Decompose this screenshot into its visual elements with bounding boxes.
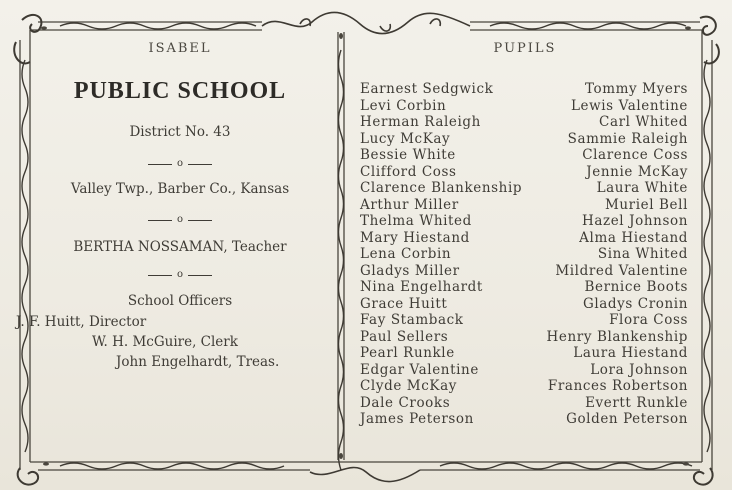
pupil-name: Laura Hiestand [573, 345, 688, 361]
officer-treasurer: John Engelhardt, Treas. [116, 354, 280, 370]
pupil-name: Thelma Whited [360, 213, 472, 229]
pupil-name: Levi Corbin [360, 97, 447, 114]
pupil-name: Clifford Coss [360, 163, 457, 180]
pupil-name: Clarence Coss [582, 147, 688, 163]
divider-ornament: o [148, 215, 212, 225]
pupil-name: Lena Corbin [360, 246, 452, 262]
pupil-name: Laura White [596, 180, 688, 196]
pupil-name: Henry Blankenship [546, 328, 688, 345]
town-name: ISABEL [148, 41, 212, 56]
pupil-name: Jennie McKay [586, 163, 688, 180]
teacher-name: BERTHA NOSSAMAN, Teacher [73, 239, 287, 255]
pupil-name: Muriel Bell [604, 196, 688, 213]
pupil-name: Lucy McKay [360, 130, 451, 147]
officer-director: J. F. Huitt, Director [16, 314, 147, 330]
pupil-name: Alma Hiestand [579, 229, 688, 246]
pupil-name: Carl Whited [599, 114, 688, 130]
pupil-name: Lora Johnson [590, 361, 688, 378]
pupils-column-right [508, 81, 688, 428]
pupil-name: Dale Crooks [360, 394, 451, 411]
district-number: District No. 43 [129, 124, 231, 140]
pupil-name: Clyde McKay [360, 378, 457, 394]
pupil-name: Arthur Miller [360, 196, 459, 213]
pupil-name: Golden Peterson [566, 411, 688, 427]
school-title: PUBLIC SCHOOL [73, 78, 287, 104]
pupil-name: Gladys Cronin [582, 295, 688, 312]
pupil-name: Earnest Sedgwick [360, 81, 494, 97]
pupil-name: Paul Sellers [360, 328, 449, 345]
officer-clerk: W. H. McGuire, Clerk [92, 334, 238, 350]
pupils-panel [352, 30, 698, 460]
pupil-name: Lewis Valentine [570, 97, 688, 114]
divider-ornament: o [148, 159, 212, 169]
pupil-name: Grace Huitt [360, 295, 448, 312]
pupil-name: Flora Coss [609, 312, 688, 328]
pupil-name: Pearl Runkle [360, 345, 455, 361]
officers-heading: School Officers [127, 293, 233, 309]
pupils-heading: PUPILS [493, 41, 557, 56]
pupil-name: Mildred Valentine [555, 262, 688, 279]
pupil-name: Frances Robertson [547, 378, 688, 394]
pupil-name: Bernice Boots [584, 279, 688, 295]
pupil-name: Evertt Runkle [585, 394, 688, 411]
pupil-name: Hazel Johnson [581, 213, 688, 229]
pupil-name: James Peterson [360, 411, 474, 427]
pupil-name: Fay Stamback [360, 312, 464, 328]
pupil-name: Herman Raleigh [360, 114, 481, 130]
pupil-name: Clarence Blankenship [360, 180, 523, 196]
pupil-name: Gladys Miller [360, 262, 460, 279]
pupil-name: Bessie White [360, 147, 456, 163]
pupil-name: Nina Engelhardt [360, 279, 483, 295]
divider-ornament: o [148, 270, 212, 280]
school-location: Valley Twp., Barber Co., Kansas [70, 181, 290, 197]
pupil-name: Mary Hiestand [360, 229, 470, 246]
pupil-name: Sina Whited [597, 246, 688, 262]
pupil-name: Edgar Valentine [360, 361, 479, 378]
pupil-name: Sammie Raleigh [567, 130, 688, 147]
pupil-name: Tommy Myers [584, 81, 688, 97]
school-info-panel [16, 30, 338, 460]
